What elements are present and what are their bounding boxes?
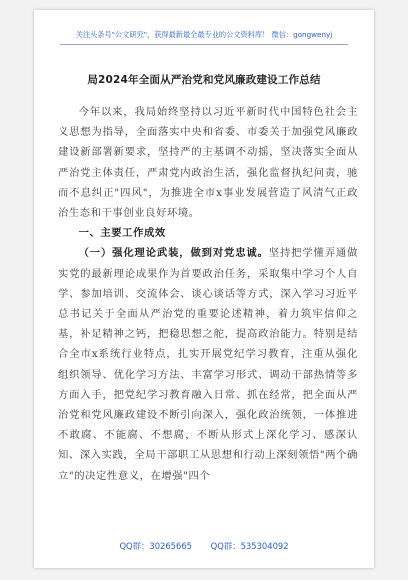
subsection-paragraph [58, 243, 358, 485]
header-banner[interactable]: 关注头条号"公文研究"，获得最新最全最专业的公文资料库！ 微信：gongwenyj [75, 30, 333, 39]
intro-paragraph: 今年以来，我局始终坚持以习近平新时代中国特色社会主义思想为指导，全面落实中央和省委、市委关于加强党风廉政建设新部署新要求，坚持严的主基调不动摇，坚决落实全面从严治党主体责任，严肃党内政治生活，强化监督执纪问责，驰而不息纠正"四风"，为推进全市x事业发展营造了风清气正政治生态和干事创业良好环境。 [58, 106, 358, 220]
document-page [34, 10, 374, 568]
section-heading: 一、主要工作成效 [78, 227, 166, 240]
footer-contact [34, 540, 374, 552]
header-divider [60, 44, 348, 45]
qq-group-2[interactable]: QQ群：535304092 [210, 541, 289, 551]
subsection-heading: （一）强化理论武装，做到对党忠诚。 [78, 247, 269, 260]
document-title: 局2024年全面从严治党和党风廉政建设工作总结 [87, 74, 321, 86]
document-body [58, 102, 358, 486]
subsection-body: 坚持把学懂弄通做实党的最新理论成果作为首要政治任务，采取集中学习个人自学、参加培训、交流体会、谈心谈话等方式，深入学习习近平总书记关于全面从严治党的重要论述精神，着力筑牢信仰之基，补足精神之钙，把稳思想之舵，提高政治能力。特别是结合全市x系统行业特点，扎实开展党纪学习教育，注重从强化组织领导、优化学习方法、丰富学习形式、调动干部热情等多方面入手，把党纪学习教育融入日常、抓在经常，把全面从严治党和党风廉政建设不断引向深入，强化政治统领，一体推进不敢腐、不能腐、不想腐，不断从形式上深化学习、感深认知、深入实践，全局干部职工从思想和行动上深刻领悟"两个确立"的决定性意义，在增强"四个 [58, 247, 358, 482]
qq-group-1[interactable]: QQ群：30265665 [119, 541, 192, 551]
